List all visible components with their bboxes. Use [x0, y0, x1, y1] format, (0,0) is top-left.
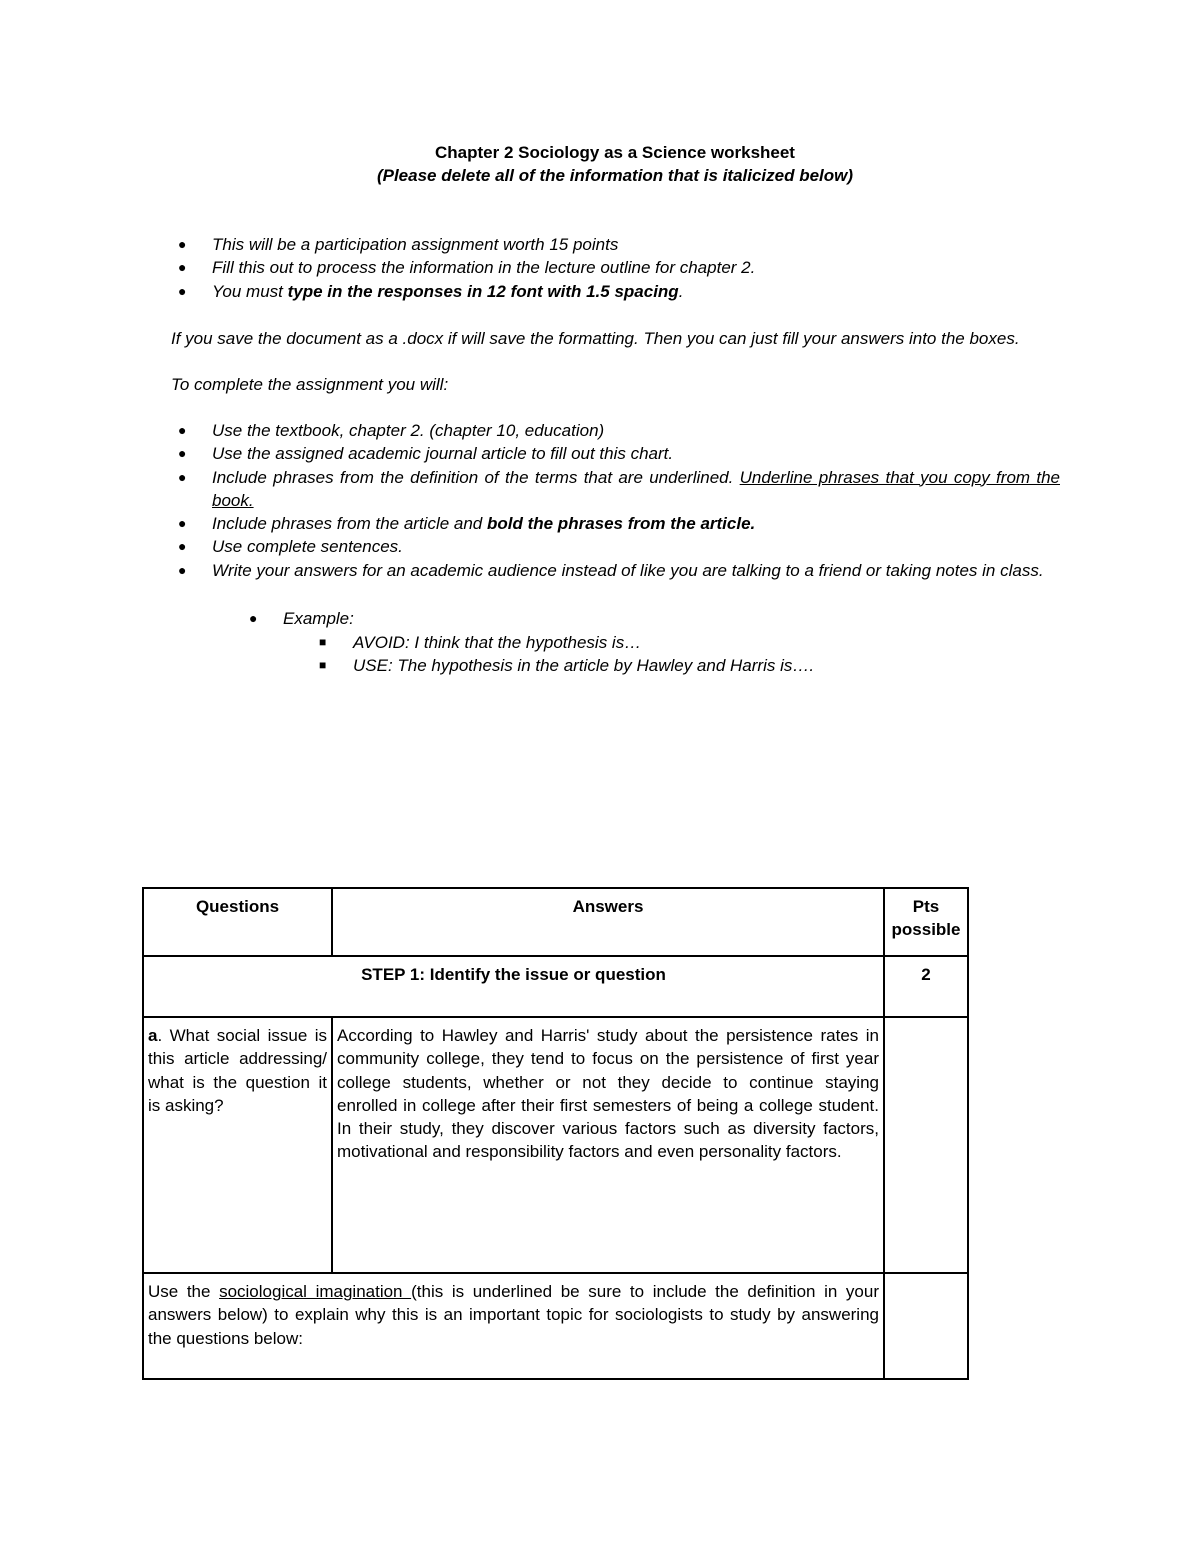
intro-bullet-list: [178, 233, 1072, 303]
steps-list: [178, 419, 1060, 582]
list-item: ● Include phrases from the definition of the terms that are underlined. Underline phrases that you copy from the book.: [178, 467, 1060, 510]
square-bullet-icon: ■: [319, 658, 327, 673]
header-answers: Answers: [332, 888, 884, 956]
bullet-icon: ●: [249, 610, 258, 626]
list-item: ● Include phrases from the article and bold the phrases from the article.: [212, 512, 1060, 535]
bullet-icon: ●: [178, 282, 187, 299]
answer-a-cell[interactable]: According to Hawley and Harris' study about the persistence rates in community college, they tend to focus on the persistence of first year college students, whether or not they decide to continue staying enrolled in college after their first semesters of being a college student. In their study, they discover various factors such as diversity factors, motivational and responsibility factors and even personality factors.: [332, 1017, 884, 1273]
step1-label: STEP 1: Identify the issue or question: [143, 956, 884, 1017]
bullet-icon: ●: [178, 515, 187, 532]
table-row: [143, 956, 968, 1017]
list-item: ● Use the assigned academic journal article to fill out this chart.: [212, 442, 1060, 465]
points-a-cell[interactable]: [884, 1017, 968, 1273]
list-item: ● Use complete sentences.: [212, 535, 1060, 558]
list-item: ● This will be a participation assignment worth 15 points: [212, 233, 1072, 256]
title-block: [0, 141, 1200, 187]
example-list: [249, 607, 983, 630]
square-bullet-icon: ■: [319, 635, 327, 649]
question-a-cell: a. What social issue is this article addressing/ what is the question it is asking?: [143, 1017, 332, 1273]
list-item: ● Write your answers for an academic audience instead of like you are talking to a friend or taking notes in class.: [212, 559, 1060, 582]
bullet-icon: ●: [178, 561, 187, 578]
sociological-imagination-prompt: Use the sociological imagination (this is underlined be sure to include the definition in your answers below) to explain why this is an important topic for sociologists to study by answering the questions below:: [143, 1273, 884, 1379]
step1-points: 2: [884, 956, 968, 1017]
bullet-icon: ●: [178, 538, 187, 555]
bullet-icon: ●: [178, 259, 187, 276]
save-note: If you save the document as a .docx if will save the formatting. Then you can just fill your answers into the boxes.: [171, 329, 1020, 348]
list-item: ● You must type in the responses in 12 font with 1.5 spacing.: [212, 280, 1072, 303]
list-item: ■ AVOID: I think that the hypothesis is…: [353, 631, 1003, 654]
table-row: [143, 1273, 968, 1379]
list-item: ● Fill this out to process the information in the lecture outline for chapter 2.: [212, 256, 1072, 279]
header-questions: Questions: [143, 888, 332, 956]
list-item: ● Use the textbook, chapter 2. (chapter 10, education): [212, 419, 1060, 442]
header-pts-possible: Pts possible: [884, 888, 968, 956]
bullet-icon: ●: [178, 236, 187, 252]
bullet-icon: ●: [178, 422, 187, 438]
document-subtitle: (Please delete all of the information that is italicized below): [376, 166, 854, 185]
table-row: [143, 888, 968, 956]
table-row: [143, 1017, 968, 1273]
worksheet-table: [142, 887, 969, 1380]
instructions-lead: To complete the assignment you will:: [171, 375, 449, 394]
example-sublist: [319, 631, 1003, 678]
list-item: ■ USE: The hypothesis in the article by Hawley and Harris is….: [353, 654, 1003, 677]
document-title: Chapter 2 Sociology as a Science worksheet: [435, 143, 795, 162]
bullet-icon: ●: [178, 445, 187, 462]
list-item: ● Example:: [283, 607, 983, 630]
points-imagination-cell[interactable]: [884, 1273, 968, 1379]
bullet-icon: ●: [178, 468, 187, 485]
